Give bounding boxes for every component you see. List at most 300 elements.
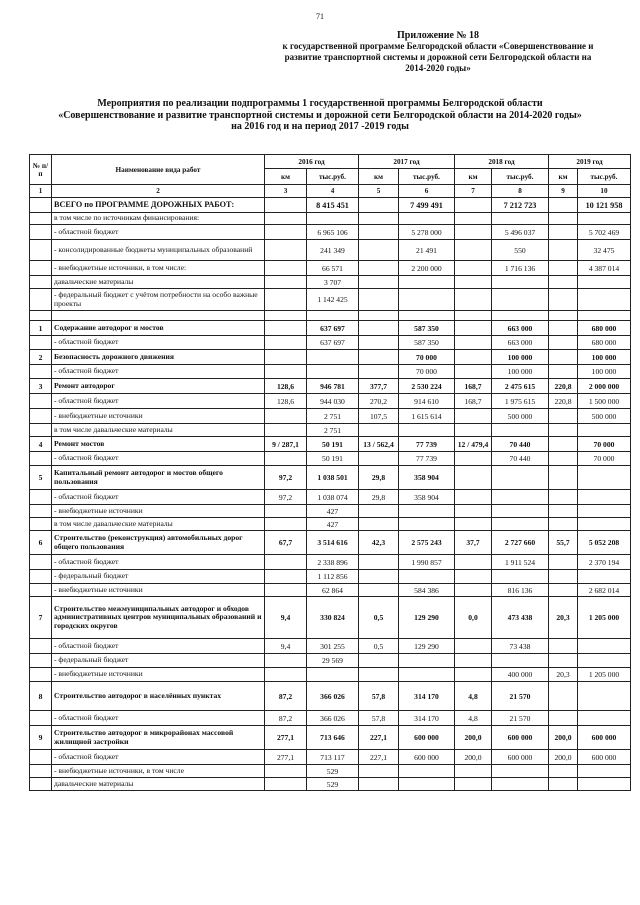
km-value [265,765,307,778]
col-number: 10 [578,185,631,198]
row-number [30,365,52,379]
rub-value: 4 387 014 [578,261,631,276]
table-row [30,555,631,570]
row-name: - внебюджетные источники, в том числе [52,765,265,778]
row-number [30,394,52,409]
km-value [455,289,492,311]
km-value [265,276,307,289]
row-name: - областной бюджет [52,639,265,654]
km-value [455,505,492,518]
row-number: 3 [30,379,52,394]
table-row [30,518,631,531]
km-value [265,584,307,597]
rub-value: 3 707 [307,276,359,289]
km-value [455,261,492,276]
km-value [265,336,307,350]
rub-value: 358 904 [399,490,455,505]
km-value: 0,5 [359,639,399,654]
km-value [549,336,578,350]
rub-value: 129 290 [399,597,455,639]
table-row [30,437,631,452]
rub-value [492,213,549,225]
rub-value: 32 475 [578,240,631,261]
rub-value [578,424,631,437]
km-value: 200,0 [455,726,492,750]
km-value [455,336,492,350]
km-value [265,654,307,668]
km-value [359,289,399,311]
km-value [549,778,578,791]
row-number [30,240,52,261]
rub-value: 529 [307,765,359,778]
km-value [549,466,578,490]
rub-value: 587 350 [399,321,455,336]
row-number [30,276,52,289]
km-value [455,365,492,379]
table-row [30,409,631,424]
km-value: 9 / 287,1 [265,437,307,452]
rub-value: 301 255 [307,639,359,654]
km-value: 227,1 [359,750,399,765]
col-number: 7 [455,185,492,198]
km-value [359,365,399,379]
km-value: 97,2 [265,466,307,490]
km-value [265,668,307,682]
header-num: № п/п [30,155,52,185]
row-name: - внебюджетные источники [52,584,265,597]
rub-value [578,639,631,654]
km-value [455,570,492,584]
km-value [455,490,492,505]
rub-value: 21 491 [399,240,455,261]
km-value [359,424,399,437]
header-rub: тыс.руб. [307,169,359,185]
rub-value [578,466,631,490]
km-value: 200,0 [455,750,492,765]
km-value [549,570,578,584]
document-title [20,98,620,133]
km-value [265,311,307,321]
rub-value: 500 000 [578,409,631,424]
table-row [30,276,631,289]
rub-value [578,765,631,778]
rub-value [399,778,455,791]
km-value [265,240,307,261]
rub-value: 70 000 [399,350,455,365]
rub-value: 663 000 [492,321,549,336]
km-value: 57,8 [359,682,399,711]
km-value [455,424,492,437]
header-rub: тыс.руб. [578,169,631,185]
km-value [359,452,399,466]
km-value [359,778,399,791]
km-value [549,682,578,711]
rub-value: 713 646 [307,726,359,750]
row-name: - федеральный бюджет [52,654,265,668]
rub-value: 100 000 [492,350,549,365]
table-row [30,213,631,225]
row-name: в том числе давальческие материалы [52,424,265,437]
rub-value [578,311,631,321]
km-value: 220,8 [549,394,578,409]
km-value [455,452,492,466]
rub-value: 70 440 [492,452,549,466]
rub-value: 70 440 [492,437,549,452]
table-row [30,311,631,321]
header-km: км [359,169,399,185]
row-name: - внебюджетные источники [52,409,265,424]
km-value [265,409,307,424]
km-value [549,711,578,726]
rub-value [307,350,359,365]
km-value: 227,1 [359,726,399,750]
km-value: 37,7 [455,531,492,555]
rub-value [492,466,549,490]
rub-value: 1 615 614 [399,409,455,424]
row-number: 8 [30,682,52,711]
row-number [30,765,52,778]
rub-value: 2 575 243 [399,531,455,555]
rub-value [578,778,631,791]
rub-value: 314 170 [399,682,455,711]
rub-value [307,311,359,321]
rub-value [492,765,549,778]
rub-value [492,778,549,791]
rub-value: 50 191 [307,437,359,452]
rub-value [578,505,631,518]
rub-value: 2 682 014 [578,584,631,597]
table-row [30,765,631,778]
rub-value: 944 030 [307,394,359,409]
row-name: давальческие материалы [52,276,265,289]
km-value [359,225,399,240]
km-value [359,518,399,531]
rub-value: 914 610 [399,394,455,409]
km-value [455,213,492,225]
km-value [455,276,492,289]
km-value [265,555,307,570]
rub-value: 600 000 [578,726,631,750]
km-value [549,555,578,570]
table-row [30,597,631,639]
km-value: 97,2 [265,490,307,505]
km-value [265,365,307,379]
km-value [265,778,307,791]
km-value [549,639,578,654]
row-number [30,424,52,437]
rub-value: 2 751 [307,424,359,437]
km-value [549,365,578,379]
row-name: - областной бюджет [52,336,265,350]
row-name: в том числе давальческие материалы [52,518,265,531]
row-number [30,778,52,791]
rub-value [492,570,549,584]
km-value: 29,8 [359,466,399,490]
table-row [30,394,631,409]
row-number [30,750,52,765]
km-value: 29,8 [359,490,399,505]
km-value [455,321,492,336]
row-number [30,409,52,424]
km-value [549,424,578,437]
title-line-1: Мероприятия по реализации подпрограммы 1 государственной программы Белгородской области [97,98,543,109]
km-value [359,321,399,336]
km-value [359,311,399,321]
rub-value [399,311,455,321]
row-name: - консолидированные бюджеты муниципальных образований [52,240,265,261]
row-name: - областной бюджет [52,225,265,240]
header-year-2017: 2017 год [359,155,455,169]
km-value [265,452,307,466]
km-value [549,350,578,365]
rub-value [399,765,455,778]
km-value: 4,8 [455,711,492,726]
km-value [359,654,399,668]
row-name: Строительство (реконструкция) автомобильных дорог общего пользования [52,531,265,555]
km-value: 128,6 [265,394,307,409]
rub-value: 241 349 [307,240,359,261]
rub-value: 2 200 000 [399,261,455,276]
km-value: 67,7 [265,531,307,555]
rub-value [578,570,631,584]
rub-value: 1 205 000 [578,668,631,682]
col-number: 4 [307,185,359,198]
rub-value [399,289,455,311]
km-value [455,555,492,570]
km-value [455,654,492,668]
rub-value: 100 000 [578,365,631,379]
km-value: 13 / 562,4 [359,437,399,452]
rub-value: 550 [492,240,549,261]
km-value: 200,0 [549,750,578,765]
row-name: Строительство межмуниципальных автодорог и обходов административных центров муниципальных образований и городских округов [52,597,265,639]
row-name: Строительство автодорог в микрорайонах массовой жилищной застройки [52,726,265,750]
row-name: - областной бюджет [52,555,265,570]
row-number [30,518,52,531]
table-row [30,350,631,365]
rub-value: 427 [307,505,359,518]
rub-value [578,276,631,289]
rub-value: 2 370 194 [578,555,631,570]
rub-value: 7 212 723 [492,198,549,213]
table-body [30,198,631,791]
km-value [265,213,307,225]
rub-value: 587 350 [399,336,455,350]
rub-value [492,276,549,289]
rub-value: 358 904 [399,466,455,490]
rub-value: 500 000 [492,409,549,424]
table-row [30,639,631,654]
km-value [359,240,399,261]
km-value [455,584,492,597]
km-value [549,311,578,321]
rub-value: 100 000 [492,365,549,379]
rub-value: 70 000 [578,437,631,452]
km-value [455,350,492,365]
table-row [30,654,631,668]
rub-value [399,213,455,225]
rub-value: 2 751 [307,409,359,424]
row-number [30,490,52,505]
row-number [30,336,52,350]
rub-value: 400 000 [492,668,549,682]
col-number: 3 [265,185,307,198]
table-row [30,490,631,505]
rub-value: 8 415 451 [307,198,359,213]
row-number [30,668,52,682]
rub-value [578,518,631,531]
table-row [30,225,631,240]
rub-value: 1 205 000 [578,597,631,639]
row-number: 9 [30,726,52,750]
table-row [30,379,631,394]
rub-value: 600 000 [399,750,455,765]
rub-value [578,213,631,225]
km-value: 168,7 [455,379,492,394]
km-value [549,321,578,336]
km-value [455,765,492,778]
appendix-line-4: 2014-2020 годы» [405,63,471,73]
row-name: Безопасность дорожного движения [52,350,265,365]
row-number [30,198,52,213]
row-number [30,505,52,518]
rub-value: 2 338 896 [307,555,359,570]
row-number: 5 [30,466,52,490]
row-number [30,639,52,654]
km-value [265,198,307,213]
rub-value: 680 000 [578,336,631,350]
rub-value [492,424,549,437]
km-value [265,424,307,437]
rub-value: 66 571 [307,261,359,276]
col-number: 2 [52,185,265,198]
rub-value: 427 [307,518,359,531]
km-value [265,518,307,531]
rub-value: 816 136 [492,584,549,597]
km-value [359,261,399,276]
km-value [549,289,578,311]
rub-value: 637 697 [307,336,359,350]
rub-value: 713 117 [307,750,359,765]
km-value: 42,3 [359,531,399,555]
header-year-2019: 2019 год [549,155,631,169]
row-number [30,584,52,597]
km-value: 220,8 [549,379,578,394]
col-number: 9 [549,185,578,198]
table-row [30,750,631,765]
row-number: 7 [30,597,52,639]
rub-value: 1 142 425 [307,289,359,311]
km-value [359,336,399,350]
km-value [359,213,399,225]
km-value: 270,2 [359,394,399,409]
rub-value: 473 438 [492,597,549,639]
row-name: - областной бюджет [52,711,265,726]
rub-value: 6 965 106 [307,225,359,240]
rub-value: 2 530 224 [399,379,455,394]
rub-value [492,289,549,311]
row-number [30,654,52,668]
km-value [265,321,307,336]
rub-value: 2 000 000 [578,379,631,394]
col-number: 1 [30,185,52,198]
km-value [359,584,399,597]
rub-value [307,668,359,682]
appendix-number: Приложение № 18 [396,30,480,41]
km-value: 57,8 [359,711,399,726]
table-row [30,240,631,261]
km-value [359,198,399,213]
rub-value: 1 112 856 [307,570,359,584]
rub-value: 314 170 [399,711,455,726]
rub-value: 663 000 [492,336,549,350]
row-name: - областной бюджет [52,452,265,466]
km-value [265,505,307,518]
measures-table [29,154,631,791]
km-value [549,276,578,289]
table-row [30,668,631,682]
row-name: - областной бюджет [52,365,265,379]
rub-value: 100 000 [578,350,631,365]
km-value [265,289,307,311]
table-row [30,682,631,711]
rub-value [578,682,631,711]
table-row [30,424,631,437]
km-value: 128,6 [265,379,307,394]
rub-value: 29 569 [307,654,359,668]
table-row [30,570,631,584]
rub-value: 600 000 [578,750,631,765]
km-value [549,490,578,505]
km-value [359,668,399,682]
rub-value: 584 386 [399,584,455,597]
row-name: - федеральный бюджет [52,570,265,584]
rub-value: 946 781 [307,379,359,394]
km-value: 9,4 [265,597,307,639]
km-value [549,213,578,225]
rub-value: 1 038 501 [307,466,359,490]
rub-value: 70 000 [399,365,455,379]
rub-value: 77 739 [399,452,455,466]
rub-value: 637 697 [307,321,359,336]
rub-value: 5 702 469 [578,225,631,240]
table-row [30,505,631,518]
row-number [30,311,52,321]
rub-value: 21 570 [492,682,549,711]
rub-value [492,311,549,321]
km-value [549,409,578,424]
row-number [30,570,52,584]
col-number: 8 [492,185,549,198]
km-value [549,198,578,213]
rub-value [399,505,455,518]
km-value: 87,2 [265,711,307,726]
row-number: 6 [30,531,52,555]
table-row [30,452,631,466]
km-value [359,350,399,365]
km-value [455,668,492,682]
rub-value: 129 290 [399,639,455,654]
rub-value: 5 278 000 [399,225,455,240]
header-year-2018: 2018 год [455,155,549,169]
km-value [359,276,399,289]
table-row [30,289,631,311]
km-value: 20,3 [549,668,578,682]
rub-value: 366 026 [307,711,359,726]
row-name: - областной бюджет [52,394,265,409]
km-value [549,654,578,668]
rub-value [399,668,455,682]
